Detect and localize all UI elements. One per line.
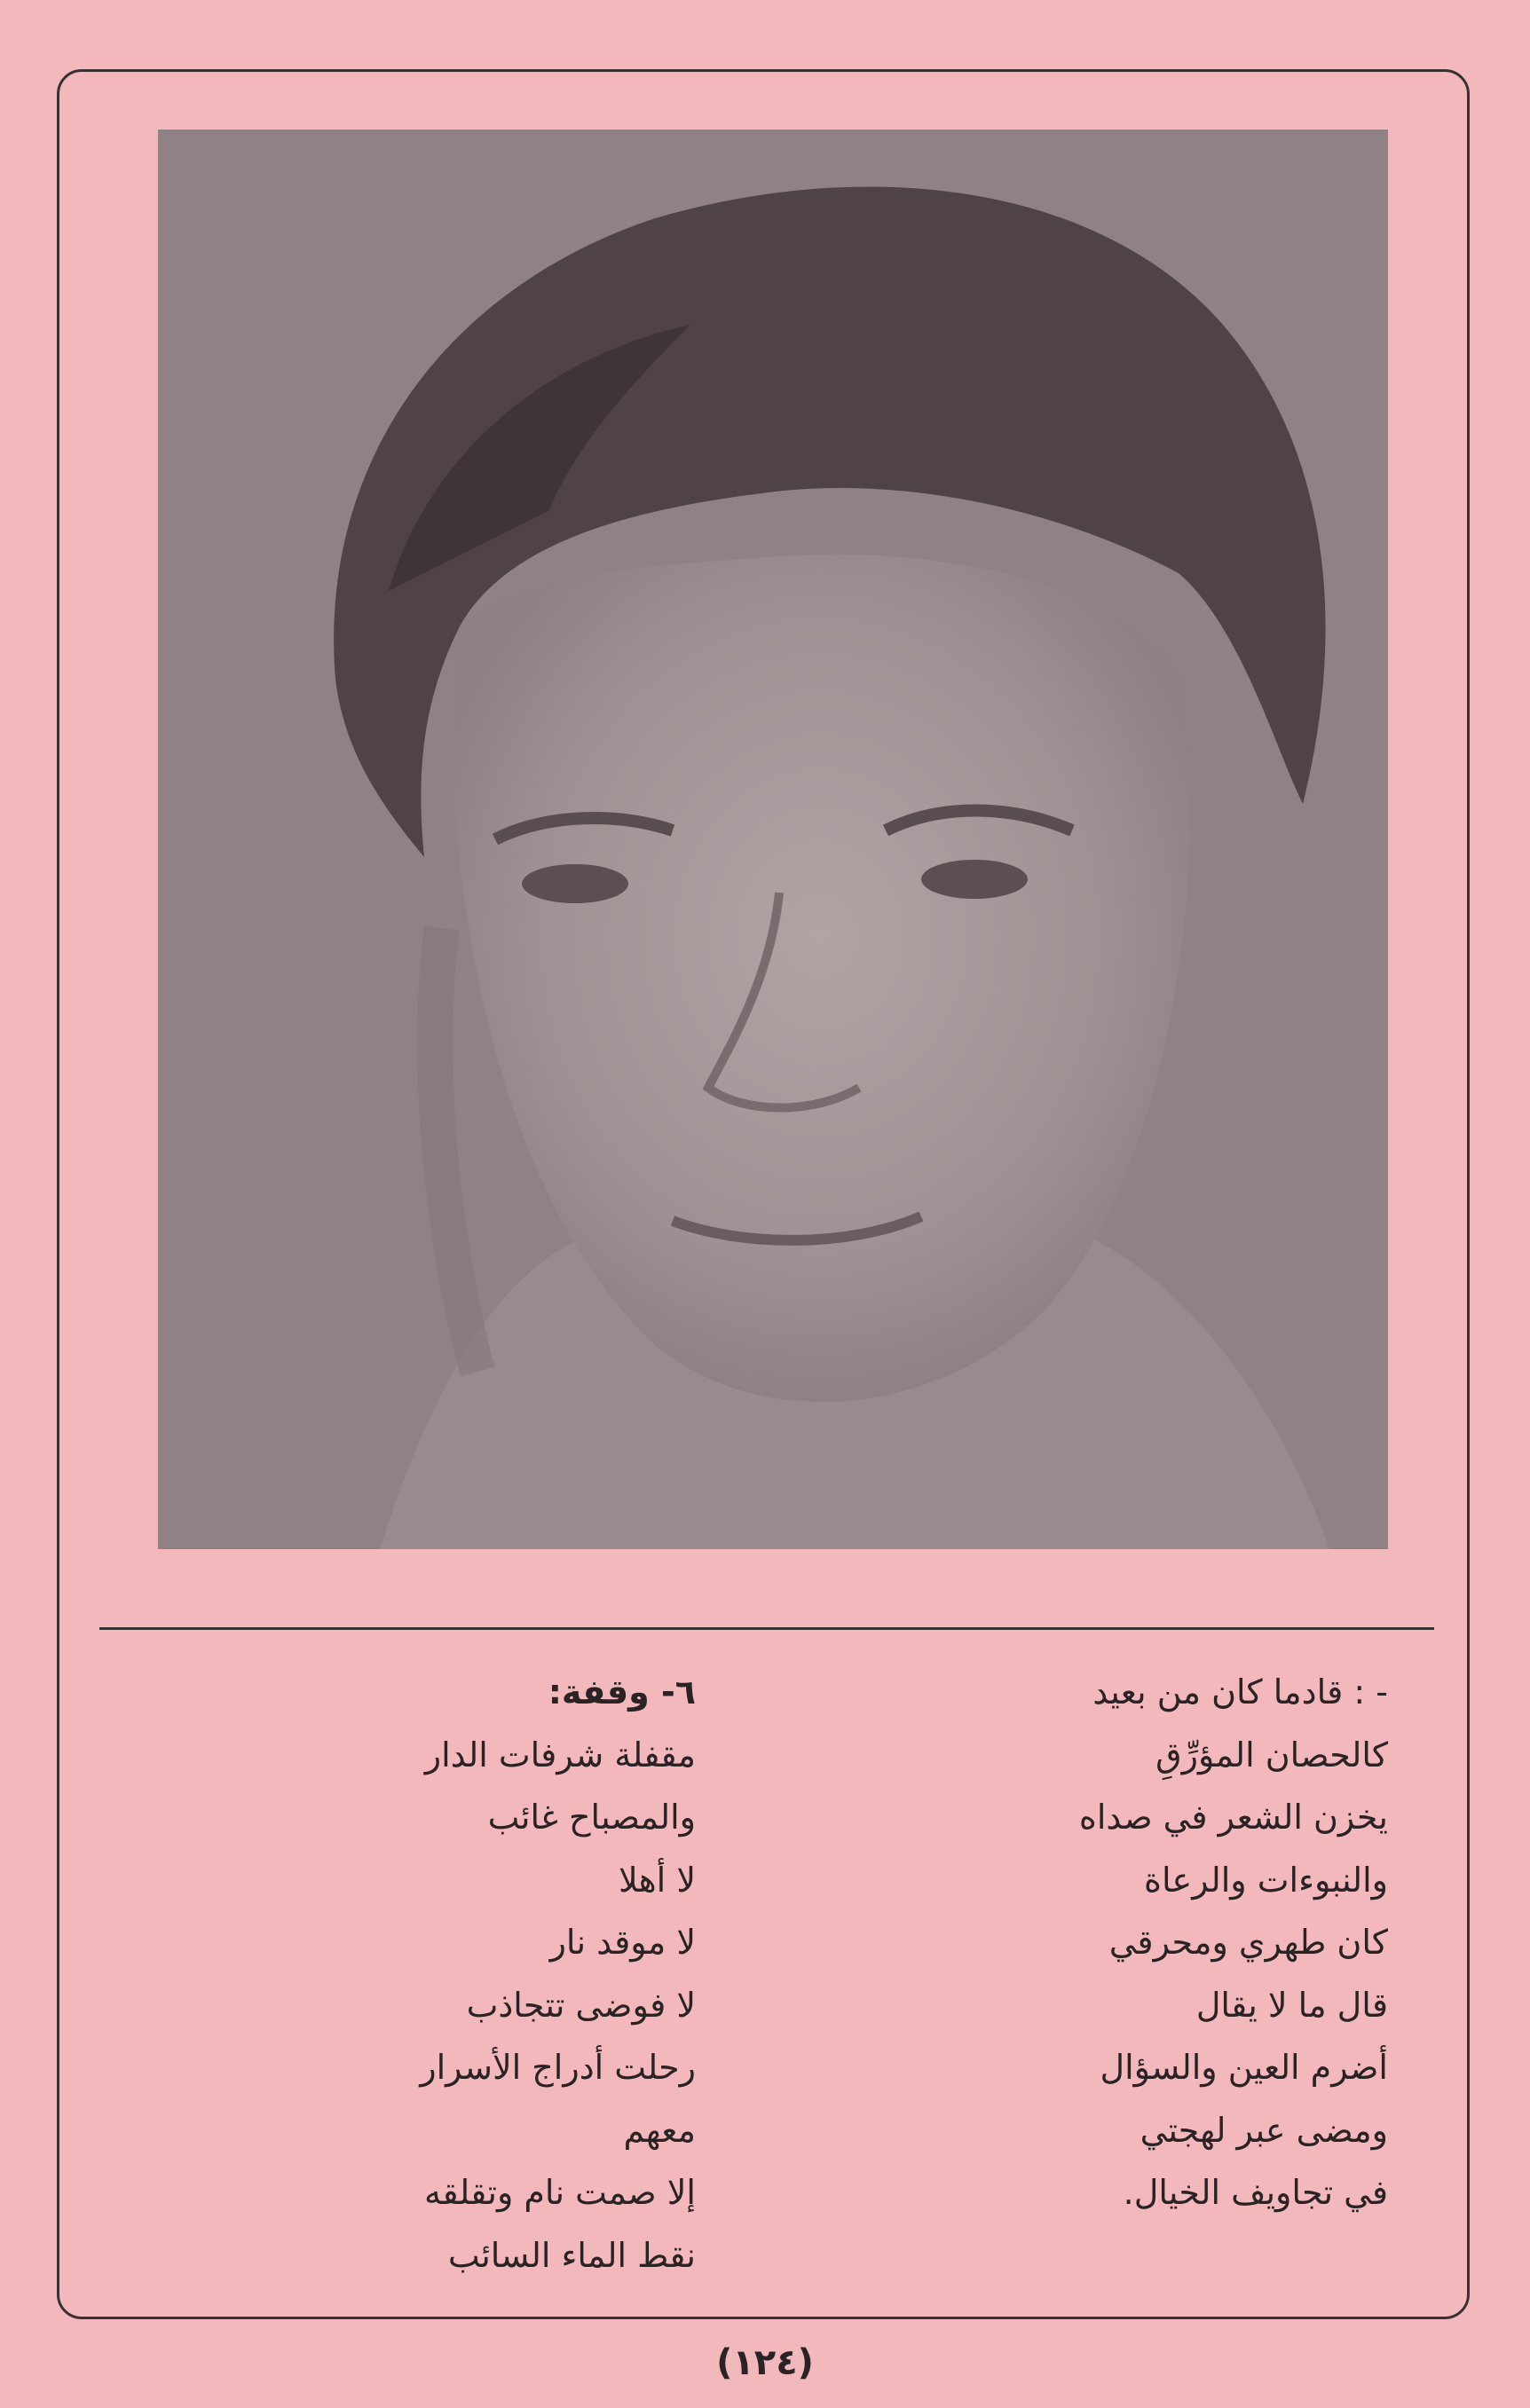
poem-right-line: كان طهري ومحرقي xyxy=(1108,1923,1388,1962)
portrait-photo-icon xyxy=(158,130,1388,1549)
poem-right-line: والنبوءات والرعاة xyxy=(1144,1860,1388,1900)
poem-left-line: معهم xyxy=(623,2110,696,2150)
poem-left-heading: ٦- وقفة: xyxy=(548,1672,696,1712)
poem-right-line: أضرم العين والسؤال xyxy=(1100,2048,1388,2087)
poem-left-line: لا موقد نار xyxy=(549,1923,696,1962)
poem-right-line: - : قادما كان من بعيد xyxy=(1092,1672,1388,1712)
poem-right-line: ومضى عبر لهجتي xyxy=(1140,2110,1388,2150)
section-divider xyxy=(99,1627,1434,1630)
poem-left-line: لا أهلا xyxy=(618,1860,696,1900)
poem-right-line: في تجاويف الخيال. xyxy=(1123,2173,1388,2212)
poem-left-line: لا فوضى تتجاذب xyxy=(466,1985,696,2025)
poem-right-line: كالحصان المؤرِّقِ xyxy=(1155,1735,1388,1775)
poem-left-column xyxy=(199,1661,696,2286)
poem-left-line: نقط الماء السائب xyxy=(447,2235,696,2275)
portrait-photo xyxy=(158,130,1388,1549)
poem-left-line: إلا صمت نام وتقلقه xyxy=(423,2173,696,2212)
poem-left-line: مقفلة شرفات الدار xyxy=(424,1735,696,1775)
poem-left-line: رحلت أدراج الأسرار xyxy=(420,2048,696,2087)
poem-right-line: قال ما لا يقال xyxy=(1195,1985,1388,2025)
poem-left-line: والمصباح غائب xyxy=(487,1798,696,1837)
poem-right-line: يخزن الشعر في صداه xyxy=(1078,1798,1388,1837)
page-number: (١٢٤) xyxy=(716,2342,814,2383)
poem-right-column xyxy=(891,1661,1388,2224)
